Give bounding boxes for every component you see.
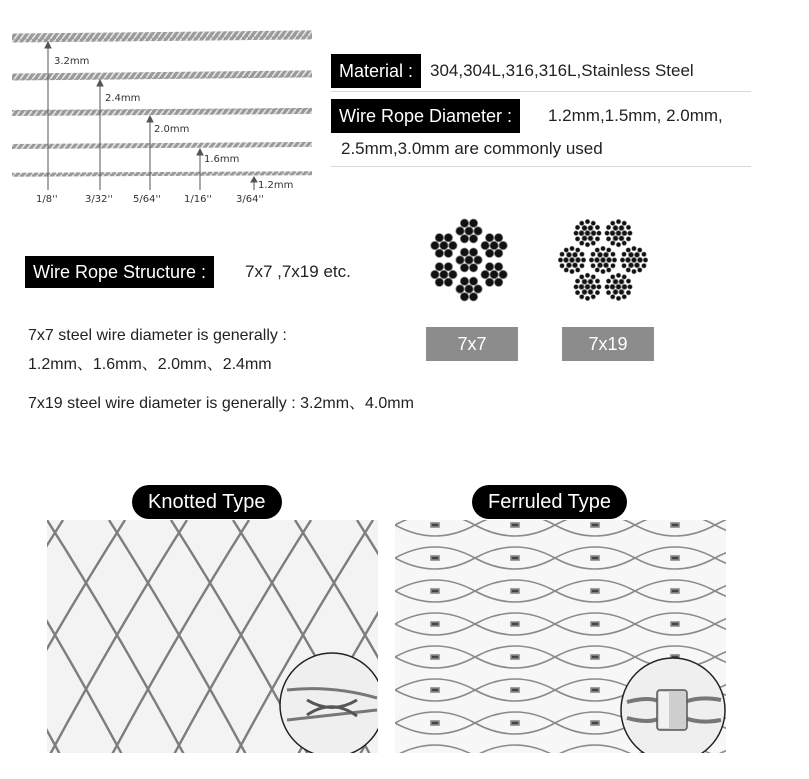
divider	[331, 166, 751, 167]
rope-3-2mm	[12, 30, 312, 42]
size-label: 1.2mm	[258, 180, 294, 191]
fraction-label: 3/64''	[236, 194, 264, 205]
knotted-type-label: Knotted Type	[132, 485, 282, 519]
wire-rope-structure-value: 7x7 ,7x19 etc.	[245, 262, 351, 281]
wire-rope-diameter-chart	[8, 22, 318, 212]
wire-rope-diameter-label: Wire Rope Diameter :	[331, 99, 520, 133]
fraction-label: 5/64''	[133, 194, 161, 205]
wire-rope-diameter-value: 1.2mm,1.5mm, 2.0mm,	[548, 106, 723, 125]
cross-section-7x7-image	[418, 212, 520, 308]
rope-1-2mm	[12, 171, 312, 177]
wire-rope-diameter-value-continued: 2.5mm,3.0mm are commonly used	[341, 139, 603, 158]
material-value: 304,304L,316,316L,Stainless Steel	[430, 61, 694, 80]
note-7x7: 7x7 steel wire diameter is generally :	[28, 327, 287, 344]
fraction-label: 1/16''	[184, 194, 212, 205]
cross-section-7x7-label: 7x7	[426, 327, 518, 361]
material-label: Material :	[331, 54, 421, 88]
note-7x19: 7x19 steel wire diameter is generally : 3.2mm、4.0mm	[28, 395, 414, 412]
fraction-label: 3/32''	[85, 194, 113, 205]
ferruled-type-label: Ferruled Type	[472, 485, 627, 519]
cross-section-7x19-image	[548, 212, 658, 308]
rope-2-4mm	[12, 70, 312, 80]
size-label: 2.4mm	[105, 93, 141, 104]
rope-1-6mm	[12, 142, 312, 149]
size-label: 2.0mm	[154, 124, 190, 135]
divider	[331, 91, 751, 92]
fraction-label: 1/8''	[36, 194, 58, 205]
knotted-mesh-image	[47, 520, 378, 753]
cross-section-7x19-label: 7x19	[562, 327, 654, 361]
rope-2-0mm	[12, 108, 312, 116]
size-label: 3.2mm	[54, 56, 90, 67]
size-label: 1.6mm	[204, 154, 240, 165]
note-7x7-values: 1.2mm、1.6mm、2.0mm、2.4mm	[28, 356, 272, 373]
wire-rope-structure-label: Wire Rope Structure :	[25, 256, 214, 288]
ferruled-mesh-image	[395, 520, 726, 753]
